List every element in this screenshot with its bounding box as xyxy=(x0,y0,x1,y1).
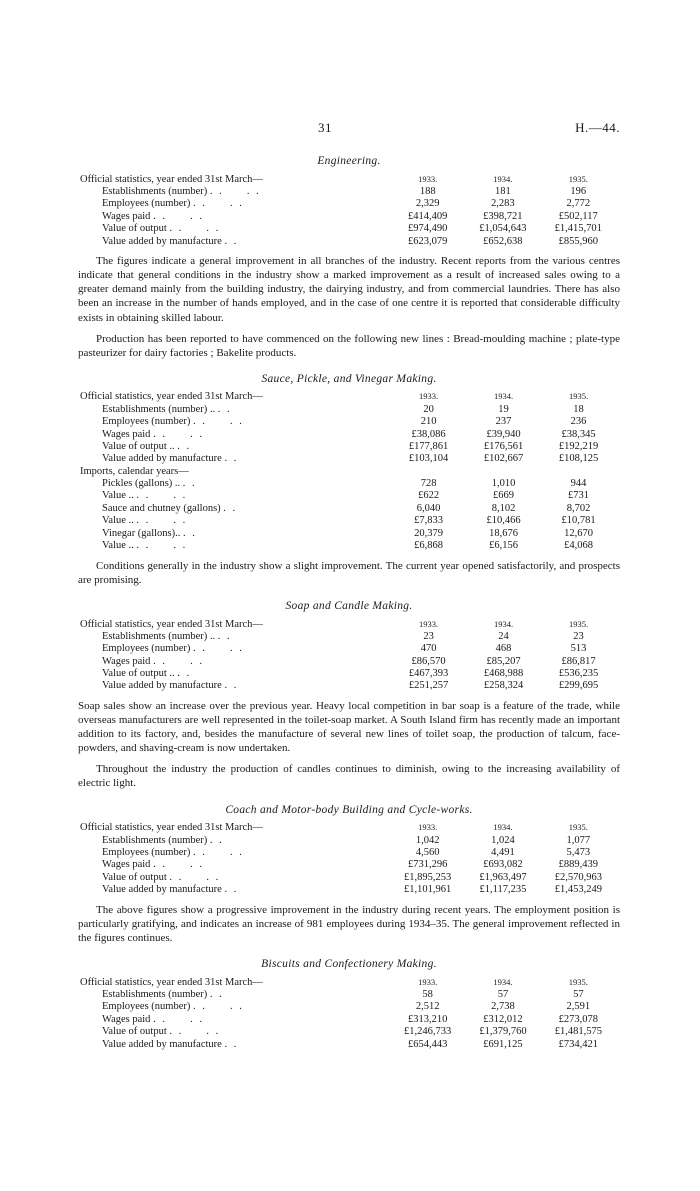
row-label: Value of output . . . . xyxy=(102,1026,221,1038)
row-value: 57 xyxy=(497,989,509,1001)
table-row xyxy=(80,883,616,895)
row-value: £86,570 xyxy=(411,655,446,667)
year-header: 1933. xyxy=(418,976,438,987)
table-header-row xyxy=(80,822,616,834)
year-header: 1934. xyxy=(493,822,513,833)
row-value: £1,054,643 xyxy=(479,223,527,235)
row-label: Value .. . . . . xyxy=(102,490,188,502)
row-label: Value added by manufacture . . xyxy=(102,884,239,896)
row-value: £654,443 xyxy=(407,1038,448,1050)
section-coach-motor-body xyxy=(78,804,620,945)
statistics-table xyxy=(80,976,616,1050)
statistics-table xyxy=(80,618,616,692)
row-label: Wages paid . . . . xyxy=(102,428,204,440)
row-label: Value .. . . . . xyxy=(102,515,188,527)
row-value: £192,219 xyxy=(558,440,599,452)
year-header: 1933. xyxy=(418,822,438,833)
row-value: £103,104 xyxy=(408,453,449,465)
row-value: £1,453,249 xyxy=(554,884,602,896)
row-value: 728 xyxy=(420,478,437,490)
row-value: £623,079 xyxy=(408,235,448,247)
row-value: £398,721 xyxy=(483,210,523,222)
row-value: 57 xyxy=(573,989,584,1001)
statistics-table xyxy=(80,822,616,896)
section-title: Soap and Candle Making. xyxy=(285,599,413,612)
row-label: Establishments (number) .. . . xyxy=(102,630,232,642)
row-value: £312,012 xyxy=(483,1013,523,1025)
section-title: Coach and Motor-body Building and Cycle-works. xyxy=(225,803,473,816)
table-row xyxy=(80,416,616,428)
row-label: Establishments (number) .. . . xyxy=(102,403,232,415)
row-value: £1,117,235 xyxy=(479,884,527,896)
table-row xyxy=(80,667,616,679)
row-value: £176,561 xyxy=(483,440,524,452)
row-value: £536,235 xyxy=(558,668,599,680)
row-value: 8,102 xyxy=(491,502,516,514)
row-value: £502,117 xyxy=(558,210,598,222)
paragraph: Soap sales show an increase over the previous year. Heavy local competition in bar soap is a feature of the trade, while overseas manufacturers are well represented in the toilet-soap market. A South Island firm has recently made an important addition to its factory, and, besides the manufacture of several new lines of toilet soap, the production of talcum, face-powders, and shaving-cream is now undertaken. xyxy=(78,700,620,755)
row-value: 944 xyxy=(570,478,587,490)
row-label: Vinegar (gallons).. . . xyxy=(102,527,197,539)
section-title: Biscuits and Confectionery Making. xyxy=(261,958,437,971)
row-value: 6,040 xyxy=(416,502,441,514)
table-row xyxy=(80,440,616,452)
row-value: £731 xyxy=(568,490,589,502)
section-biscuits-confectionery xyxy=(78,958,620,1050)
table-row xyxy=(80,185,616,197)
row-value: 188 xyxy=(419,186,436,198)
year-header: 1935. xyxy=(568,391,589,402)
section-title: Engineering. xyxy=(317,155,381,167)
row-value: £691,125 xyxy=(483,1038,523,1050)
row-value: £38,345 xyxy=(561,428,596,440)
table-subsection-row xyxy=(80,465,616,477)
table-row xyxy=(80,428,616,440)
table-row xyxy=(80,834,616,846)
table-row xyxy=(80,988,616,1000)
row-label: Wages paid . . . . xyxy=(102,859,204,871)
table-header-row xyxy=(80,976,616,988)
paragraph: Conditions generally in the industry show a slight improvement. The current year opened satisfactorily, and prospects are promising. xyxy=(78,559,620,586)
row-value: £4,068 xyxy=(564,539,593,551)
row-value: £313,210 xyxy=(407,1013,448,1025)
row-value: £693,082 xyxy=(483,859,523,871)
row-value: £273,078 xyxy=(558,1013,598,1025)
row-value: £6,156 xyxy=(489,539,518,551)
table-row xyxy=(80,1026,616,1038)
section-soap-candle xyxy=(78,600,620,791)
row-value: 18 xyxy=(573,403,584,415)
row-label: Establishments (number) . . . . xyxy=(102,186,261,198)
row-label: Employees (number) . . . . xyxy=(102,846,244,858)
page-header xyxy=(78,120,620,142)
row-label: Value added by manufacture . . xyxy=(102,453,239,465)
table-row xyxy=(80,502,616,514)
row-value: £2,570,963 xyxy=(554,871,602,883)
row-value: £1,101,961 xyxy=(404,884,452,896)
page-content xyxy=(78,120,620,1050)
row-value: £1,246,733 xyxy=(404,1026,452,1038)
table-row xyxy=(80,859,616,871)
year-header: 1934. xyxy=(493,976,513,987)
row-value: 1,010 xyxy=(491,478,516,490)
year-header: 1935. xyxy=(568,976,588,987)
row-value: £86,817 xyxy=(561,655,596,667)
table-row xyxy=(80,871,616,883)
table-header-label: Official statistics, year ended 31st March— xyxy=(80,976,263,988)
year-header: 1935. xyxy=(568,822,588,833)
document-code: H.—44. xyxy=(575,120,620,135)
row-value: £467,393 xyxy=(408,668,449,680)
row-value: 236 xyxy=(570,416,587,428)
table-row xyxy=(80,223,616,235)
row-value: £177,861 xyxy=(408,440,449,452)
row-label: Wages paid . . . . xyxy=(102,1013,204,1025)
row-value: £102,667 xyxy=(483,453,524,465)
row-value: £669 xyxy=(493,490,515,502)
table-row xyxy=(80,453,616,465)
paragraph: Throughout the industry the production of candles continues to diminish, owing to the increasing availability of electric light. xyxy=(78,763,620,790)
row-value: 4,491 xyxy=(491,846,515,858)
row-label: Value added by manufacture . . xyxy=(102,235,239,247)
year-header: 1934. xyxy=(493,391,514,402)
year-header: 1934. xyxy=(493,173,513,184)
row-label: Wages paid . . . . xyxy=(102,210,204,222)
row-label: Sauce and chutney (gallons) . . xyxy=(102,502,238,514)
row-label: Value of output . . . . xyxy=(102,223,221,235)
table-subsection-label: Imports, calendar years— xyxy=(80,465,189,477)
row-label: Employees (number) . . . . xyxy=(102,198,244,210)
section-sauce-pickle-vinegar xyxy=(78,373,620,587)
row-value: 1,024 xyxy=(491,834,515,846)
row-value: 5,473 xyxy=(566,846,591,858)
table-row xyxy=(80,403,616,415)
row-value: 18,676 xyxy=(489,527,518,539)
row-value: 196 xyxy=(570,186,587,198)
row-label: Establishments (number) . . xyxy=(102,989,224,1001)
row-value: 2,329 xyxy=(415,198,440,210)
row-value: 20 xyxy=(423,403,434,415)
row-label: Value of output .. . . xyxy=(102,440,192,452)
table-row xyxy=(80,1001,616,1013)
row-value: £855,960 xyxy=(558,235,598,247)
table-row xyxy=(80,527,616,539)
table-row xyxy=(80,680,616,692)
row-label: Value of output . . . . xyxy=(102,871,221,883)
row-value: £299,695 xyxy=(558,680,599,692)
table-row xyxy=(80,477,616,489)
row-value: £39,940 xyxy=(486,428,521,440)
row-value: £731,296 xyxy=(407,859,448,871)
row-value: 2,772 xyxy=(566,198,591,210)
row-value: 2,283 xyxy=(491,198,515,210)
row-label: Employees (number) . . . . xyxy=(102,1001,244,1013)
row-value: 8,702 xyxy=(566,502,591,514)
row-value: 19 xyxy=(498,403,509,415)
row-value: 20,379 xyxy=(414,527,443,539)
row-value: £6,868 xyxy=(414,539,443,551)
table-row xyxy=(80,539,616,551)
row-label: Establishments (number) . . xyxy=(102,834,224,846)
row-value: 2,738 xyxy=(491,1001,515,1013)
table-row xyxy=(80,655,616,667)
row-value: £652,638 xyxy=(483,235,523,247)
year-header: 1935. xyxy=(568,173,588,184)
row-value: £889,439 xyxy=(558,859,598,871)
row-value: £10,466 xyxy=(486,515,521,527)
row-value: £468,988 xyxy=(483,668,524,680)
row-label: Employees (number) . . . . xyxy=(102,643,244,655)
row-value: £1,415,701 xyxy=(554,223,602,235)
row-value: 23 xyxy=(423,630,434,642)
row-label: Value of output .. . . xyxy=(102,668,192,680)
table-row xyxy=(80,515,616,527)
row-value: £414,409 xyxy=(408,210,448,222)
table-row xyxy=(80,210,616,222)
paragraph: The above figures show a progressive improvement in the industry during recent years. The employment position is particularly gratifying, and indicates an increase of 981 employees during 1934–35. The general improvement reflected in the figures continues. xyxy=(78,903,620,944)
row-value: £734,421 xyxy=(558,1038,598,1050)
table-header-label: Official statistics, year ended 31st March— xyxy=(80,391,263,403)
row-value: 2,591 xyxy=(566,1001,591,1013)
row-value: 470 xyxy=(420,643,437,655)
section-engineering xyxy=(78,155,620,360)
row-value: £108,125 xyxy=(558,453,599,465)
paragraph: The figures indicate a general improvement in all branches of the industry. Recent reports from the various centres indicate that general conditions in the industry show a marked improvement as a result of increased sales owing to a greater demand mainly from the building industry, the dairying industry, and from commercial laundries. There has also been an increase in the number of hands employed, and in the case of one centre it is reported that considerable difficulty exists in obtaining skilled labour. xyxy=(78,255,620,324)
row-value: £251,257 xyxy=(408,680,449,692)
row-label: Value .. . . . . xyxy=(102,539,188,551)
table-row xyxy=(80,643,616,655)
table-header-label: Official statistics, year ended 31st March— xyxy=(80,618,263,630)
table-header-row xyxy=(80,173,616,185)
row-label: Value added by manufacture . . xyxy=(102,1038,239,1050)
row-value: £1,895,253 xyxy=(404,871,452,883)
row-value: 24 xyxy=(498,630,509,642)
row-value: 1,042 xyxy=(415,834,440,846)
table-row xyxy=(80,198,616,210)
table-header-row xyxy=(80,391,616,403)
statistics-table xyxy=(80,173,616,247)
row-value: £10,781 xyxy=(561,515,596,527)
row-value: 181 xyxy=(494,186,511,198)
table-row xyxy=(80,846,616,858)
row-label: Value added by manufacture . . xyxy=(102,680,239,692)
table-row xyxy=(80,490,616,502)
row-label: Pickles (gallons) .. . . xyxy=(102,478,197,490)
row-value: 210 xyxy=(420,416,437,428)
table-row xyxy=(80,1013,616,1025)
row-label: Employees (number) . . . . xyxy=(102,416,244,428)
row-value: 4,560 xyxy=(415,846,440,858)
table-row xyxy=(80,235,616,247)
row-value: £1,379,760 xyxy=(479,1026,527,1038)
year-header: 1935. xyxy=(568,618,589,629)
year-header: 1933. xyxy=(419,618,439,629)
row-value: 2,512 xyxy=(415,1001,440,1013)
row-value: £1,963,497 xyxy=(479,871,527,883)
table-row xyxy=(80,1038,616,1050)
year-header: 1934. xyxy=(493,618,514,629)
section-title: Sauce, Pickle, and Vinegar Making. xyxy=(261,372,437,385)
row-value: £1,481,575 xyxy=(554,1026,602,1038)
row-value: £622 xyxy=(418,490,440,502)
row-value: £38,086 xyxy=(411,428,446,440)
table-header-label: Official statistics, year ended 31st March— xyxy=(80,173,263,185)
row-value: 12,670 xyxy=(564,527,593,539)
table-header-label: Official statistics, year ended 31st March— xyxy=(80,822,263,834)
row-value: £85,207 xyxy=(486,655,521,667)
row-value: £974,490 xyxy=(408,223,448,235)
row-value: 1,077 xyxy=(566,834,591,846)
table-header-row xyxy=(80,618,616,630)
row-value: 513 xyxy=(570,643,587,655)
statistics-table xyxy=(80,391,616,552)
row-value: 468 xyxy=(495,643,512,655)
year-header: 1933. xyxy=(418,173,438,184)
row-value: 23 xyxy=(573,630,584,642)
row-value: 58 xyxy=(422,989,433,1001)
paragraph: Production has been reported to have commenced on the following new lines : Bread-moulding machine ; plate-type pasteurizer for dairy factories ; Bakelite products. xyxy=(78,332,620,359)
row-value: £7,833 xyxy=(414,515,443,527)
table-row xyxy=(80,630,616,642)
page-number: 31 xyxy=(318,120,332,135)
year-header: 1933. xyxy=(419,391,439,402)
row-label: Wages paid . . . . xyxy=(102,655,204,667)
row-value: 237 xyxy=(495,416,512,428)
row-value: £258,324 xyxy=(483,680,524,692)
